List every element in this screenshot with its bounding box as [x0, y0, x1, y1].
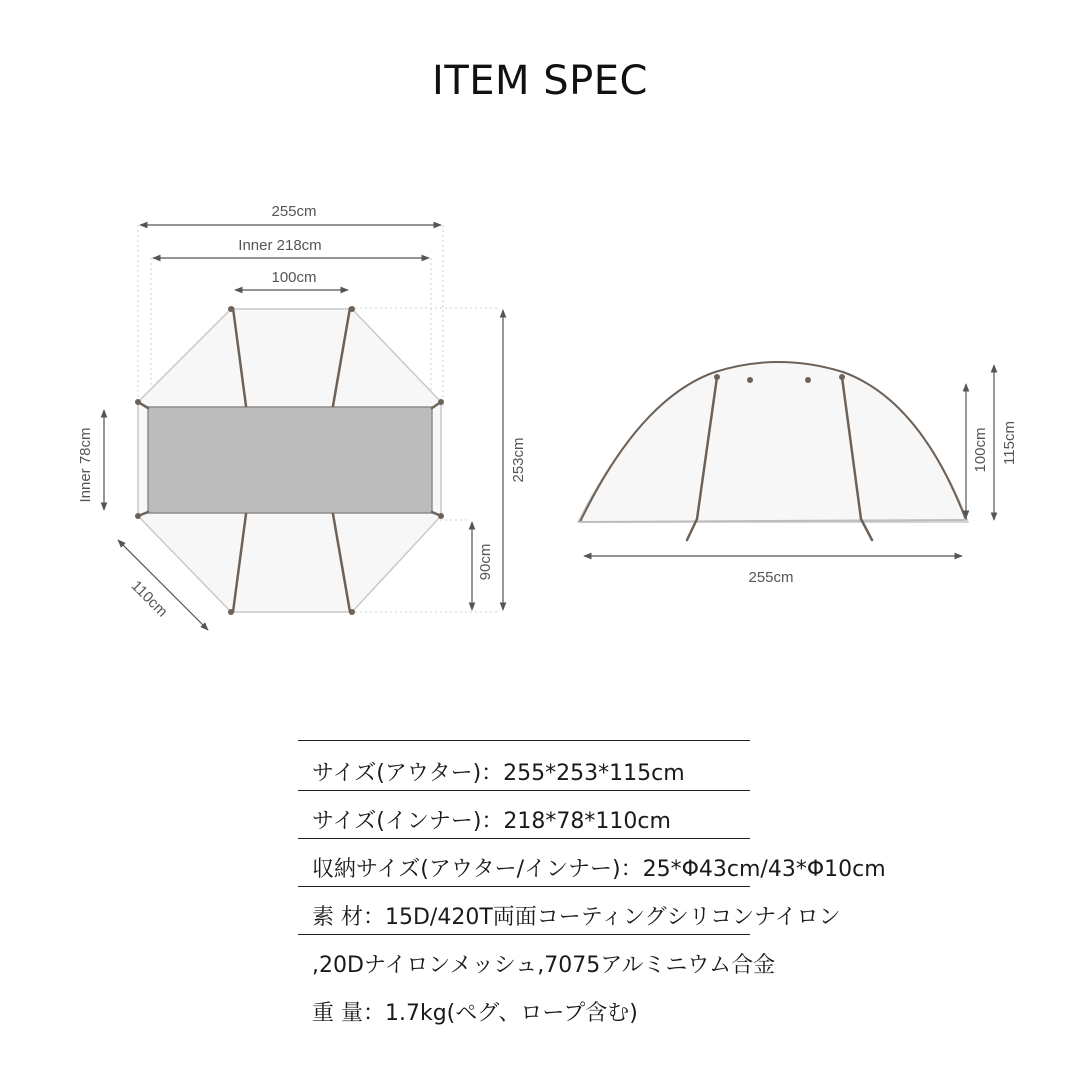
top-inner-width-label: Inner 218cm [238, 237, 322, 254]
page-title: ITEM SPEC [432, 58, 648, 104]
spec-divider [298, 790, 750, 791]
spec-outer-size: サイズ(アウター)：255*253*115cm [312, 761, 685, 786]
side-fly-outline [578, 362, 968, 522]
inner-tent-floor [148, 407, 432, 513]
top-vestibule-label: 90cm [477, 543, 494, 581]
spec-material-cont: ,20Dナイロンメッシュ,7075アルミニウム合金 [312, 953, 776, 978]
spec-divider [298, 838, 750, 839]
spec-material: 素 材：15D/420T両面コーティングシリコンナイロン [312, 905, 841, 930]
top-diagonal-label: 110cm [127, 577, 171, 621]
spec-weight: 重 量：1.7kg(ペグ、ロープ含む) [312, 1001, 638, 1026]
spec-packed-size: 収納サイズ(アウター/インナー)：25*Φ43cm/43*Φ10cm [312, 857, 886, 882]
spec-divider [298, 934, 750, 935]
spec-inner-size: サイズ(インナー)：218*78*110cm [312, 809, 671, 834]
spec-divider [298, 886, 750, 887]
side-outer-height-label: 115cm [1001, 421, 1018, 465]
top-inner-depth-label: Inner 78cm [77, 427, 94, 503]
side-inner-height-label: 100cm [972, 427, 989, 473]
top-view [77, 203, 527, 630]
top-door-width-label: 100cm [271, 269, 317, 286]
side-length-label: 255cm [748, 569, 794, 586]
top-depth-label: 253cm [510, 437, 527, 483]
side-view [578, 362, 1018, 586]
top-width-label: 255cm [271, 203, 317, 220]
spec-divider [298, 740, 750, 741]
